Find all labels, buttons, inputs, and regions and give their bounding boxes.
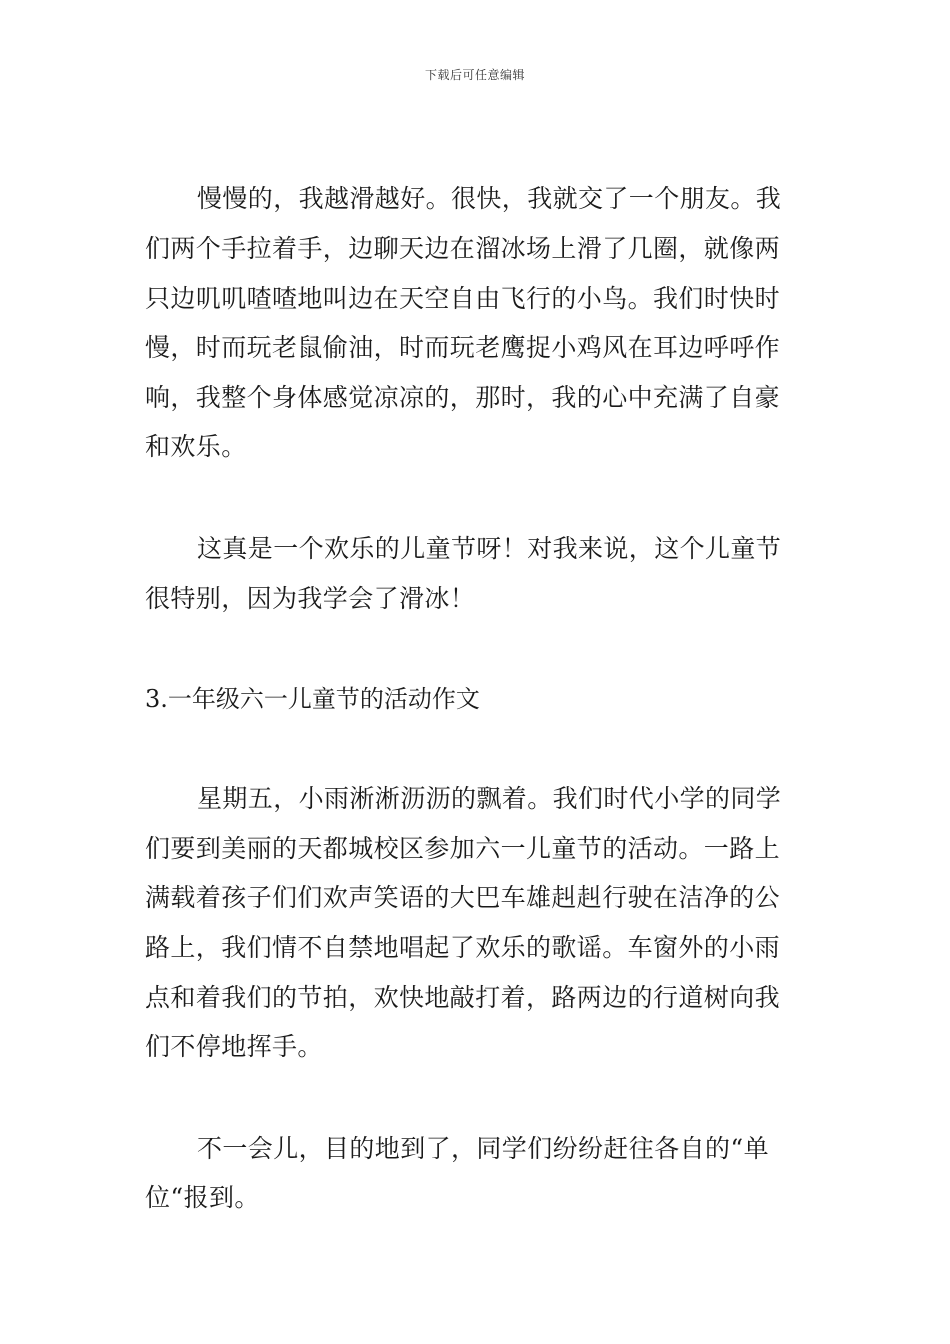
paragraph-1-line-5: 响，我整个身体感觉凉凉的，那时，我的心中充满了自豪 <box>145 383 781 412</box>
paragraph-1-line-4: 慢，时而玩老鼠偷油，时而玩老鹰捉小鸡风在耳边呼呼作 <box>145 333 781 362</box>
section-heading: 3.一年级六一儿童节的活动作文 <box>145 685 480 713</box>
paragraph-1-line-1: 慢慢的，我越滑越好。很快，我就交了一个朋友。我 <box>197 184 782 213</box>
paragraph-4-line-1: 不一会儿，目的地到了，同学们纷纷赶往各自的“单 <box>197 1134 769 1163</box>
paragraph-2-line-1: 这真是一个欢乐的儿童节呀！对我来说，这个儿童节 <box>197 534 782 563</box>
paragraph-1-line-3: 只边叽叽喳喳地叫边在天空自由飞行的小鸟。我们时快时 <box>145 284 781 313</box>
paragraph-3-line-6: 们不停地挥手。 <box>145 1032 323 1061</box>
paragraph-4-line-2: 位“报到。 <box>145 1183 260 1212</box>
paragraph-2-line-2: 很特别，因为我学会了滑冰！ <box>145 584 476 613</box>
paragraph-1-line-2: 们两个手拉着手，边聊天边在溜冰场上滑了几圈，就像两 <box>145 234 781 263</box>
paragraph-1-line-6: 和欢乐。 <box>145 432 247 461</box>
paragraph-3-line-3: 满载着孩子们们欢声笑语的大巴车雄赳赳行驶在洁净的公 <box>145 883 781 912</box>
page-header: 下载后可任意编辑 <box>424 68 525 82</box>
paragraph-3-line-5: 点和着我们的节拍，欢快地敲打着，路两边的行道树向我 <box>145 983 781 1012</box>
paragraph-3-line-1: 星期五，小雨淅淅沥沥的飘着。我们时代小学的同学 <box>197 784 782 813</box>
paragraph-3-line-2: 们要到美丽的天都城校区参加六一儿童节的活动。一路上 <box>145 834 781 863</box>
paragraph-3-line-4: 路上，我们情不自禁地唱起了欢乐的歌谣。车窗外的小雨 <box>145 933 781 962</box>
